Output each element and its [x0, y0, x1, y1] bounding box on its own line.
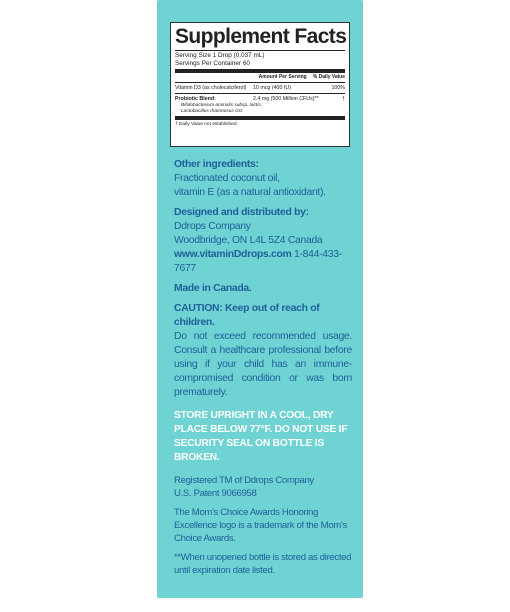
caution-body: Do not exceed recommended usage. Consult a healthcare professional before using if your child has an immune-compromised condition or was born prematurely. [174, 331, 352, 398]
divider [175, 82, 345, 83]
serving-size: Serving Size 1 Drop (0.037 mL) [175, 52, 265, 59]
nutrient-name: Vitamin D3 (as cholecalciferol) [175, 85, 247, 91]
other-ingredients-line: vitamin E (as a natural antioxidant). [174, 187, 326, 198]
servings-per-container: Servings Per Container 60 [175, 60, 250, 67]
caution-bold-text: : Keep out of reach of children. [174, 303, 320, 328]
divider [175, 93, 345, 94]
nutrient-row [175, 84, 345, 92]
supplement-facts-title: Supplement Facts [175, 25, 347, 48]
moms-choice-notice: The Mom's Choice Awards Honoring Excellence logo is a trademark of the Mom's Choice Awards. [174, 507, 347, 544]
nutrient-dv: † [342, 96, 345, 102]
other-ingredients-heading: Other ingredients: [174, 159, 259, 170]
caution-label: CAUTION [174, 303, 220, 314]
label-text [174, 158, 352, 577]
probiotic-strain: Bifidobacterium animalis subsp. lactis, [181, 103, 263, 108]
contact-line [174, 248, 352, 276]
divider-thick [175, 69, 345, 73]
nutrient-amount: 10 mcg (400 IU) [253, 85, 291, 91]
trademark-notice: Registered TM of Ddrops Company [174, 475, 314, 486]
facts-footnote: † Daily Value not established. [175, 122, 238, 127]
patent-notice: U.S. Patent 9066958 [174, 488, 257, 499]
distributor-heading: Designed and distributed by: [174, 207, 309, 218]
supplement-facts-box [170, 22, 350, 147]
nutrient-row [175, 95, 345, 103]
website-link: www.vitaminDdrops.com [174, 249, 292, 260]
other-ingredients-line: Fractionated coconut oil, [174, 173, 280, 184]
made-in-canada: Made in Canada. [174, 283, 252, 294]
company-address: Woodbridge, ON L4L 5Z4 Canada [174, 235, 323, 246]
phone-number: 1-844-433-7677 [174, 249, 342, 274]
caution-heading [174, 302, 352, 330]
nutrient-name: Probiotic Blend: [175, 96, 216, 102]
storage-footnote: **When unopened bottle is stored as directed until expiration date listed. [174, 552, 352, 576]
divider-thick [175, 116, 345, 120]
divider [175, 50, 345, 51]
facts-column-headers [175, 74, 345, 81]
storage-warning: STORE UPRIGHT IN A COOL, DRY PLACE BELOW 77°F. DO NOT USE IF SECURITY SEAL ON BOTTLE IS BROKEN. [174, 410, 348, 463]
daily-value-header: % Daily Value [312, 74, 345, 80]
amount-per-serving-header: Amount Per Serving [258, 74, 307, 80]
probiotic-strain: Lactobacillus rhamnosus GG [181, 109, 243, 114]
nutrient-dv: 100% [331, 85, 345, 91]
nutrient-amount: 2.4 mg (500 Million CFUs)** [253, 96, 319, 102]
company-name: Ddrops Company [174, 221, 251, 232]
